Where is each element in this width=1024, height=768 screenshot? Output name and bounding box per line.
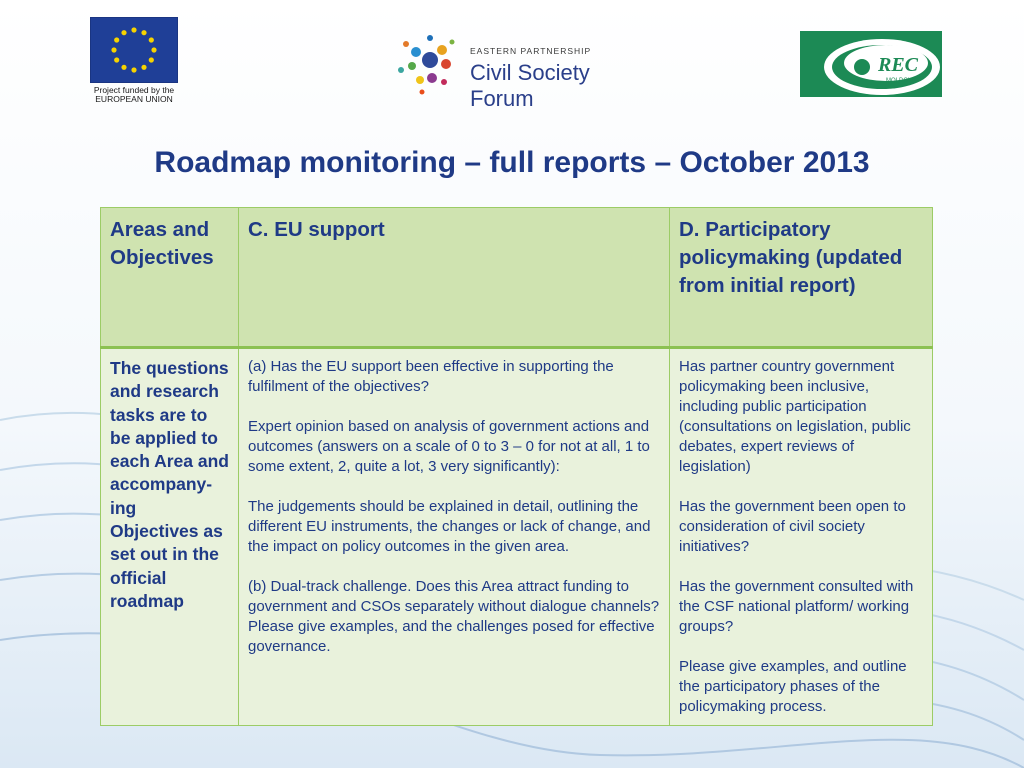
eu-support-judgements: The judgements should be explained in detail, outlining the different EU instruments, the changes or lack of change, and the impact on policy outcomes in the given area. xyxy=(248,498,651,555)
rec-sub: MOLDOVA xyxy=(886,78,916,84)
header-eu-support: C. EU support xyxy=(239,208,670,348)
eu-support-question-a: (a) Has the EU support been effective in supporting the fulfilment of the objectives? xyxy=(248,358,614,395)
cell-eu-support xyxy=(239,348,670,726)
eu-flag-icon xyxy=(90,17,178,83)
eu-caption: Project funded by the EUROPEAN UNION xyxy=(93,85,175,104)
table-row xyxy=(101,348,933,726)
eu-support-question-b: (b) Dual-track challenge. Does this Area attract funding to government and CSOs separately without dialogue channels? xyxy=(248,578,660,615)
page-title: Roadmap monitoring – full reports – October 2013 xyxy=(154,146,870,179)
rec-moldova-logo xyxy=(800,31,942,97)
table-header-row xyxy=(101,208,933,348)
csf-dots-icon xyxy=(392,30,468,100)
csf-name: Civil Society Forum xyxy=(470,60,590,111)
eu-support-expert-opinion: Expert opinion based on analysis of government actions and outcomes (answers on a scale of 0 to 3 – 0 for not at all, 1 to some extent, 2, quite a lot, 3 very significantly): xyxy=(248,418,650,475)
cell-participatory-policymaking xyxy=(670,348,933,726)
roadmap-table xyxy=(100,207,933,726)
header-areas-objectives: Areas and Objectives xyxy=(101,208,239,348)
policymaking-inclusive: Has partner country government policymaking been inclusive, including public participation (consultations on legislation, public debates, expert reviews of legislation) xyxy=(679,358,911,475)
csf-tagline: EASTERN PARTNERSHIP xyxy=(470,46,592,56)
csf-logo xyxy=(392,30,654,111)
eu-support-examples: Please give examples, and the challenges posed for effective governance. xyxy=(248,618,655,655)
eu-logo xyxy=(90,17,178,104)
header-participatory-policymaking: D. Participatory policymaking (updated from initial report) xyxy=(670,208,933,348)
policymaking-consulted: Has the government consulted with the CSF national platform/ working groups? xyxy=(679,578,914,635)
policymaking-open: Has the government been open to consideration of civil society initiatives? xyxy=(679,498,906,555)
rec-mark: REC xyxy=(878,54,919,76)
cell-areas-objectives: The questions and research tasks are to be applied to each Area and accompany-ing Objectives as set out in the official roadmap xyxy=(101,348,239,726)
policymaking-examples: Please give examples, and outline the participatory phases of the policymaking process. xyxy=(679,658,907,715)
